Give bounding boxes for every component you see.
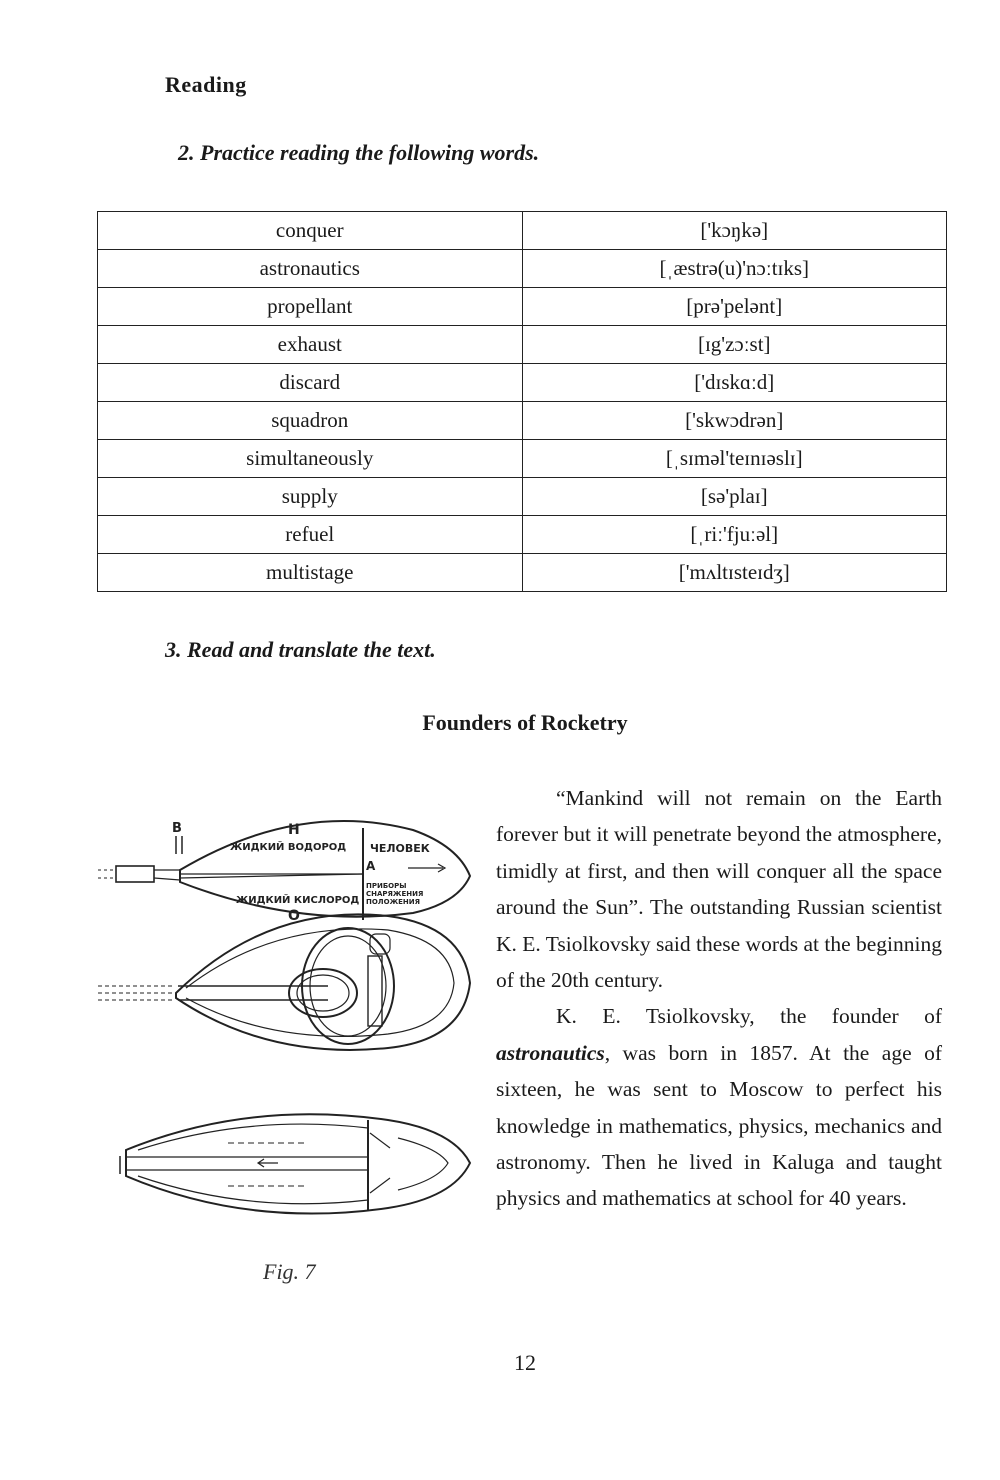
rocket-figure (98, 808, 480, 1268)
table-row (98, 250, 947, 288)
table-row (98, 212, 947, 250)
rocket-sketch-3 (120, 1114, 470, 1213)
transcription-cell: ['dɪskɑːd] (522, 364, 947, 402)
transcription-cell: ['skwɔdrən] (522, 402, 947, 440)
table-row (98, 478, 947, 516)
transcription-cell: [ˌriː'fjuːəl] (522, 516, 947, 554)
rocket-diagrams-image (98, 808, 480, 1268)
table-row (98, 288, 947, 326)
label-h: H (288, 822, 300, 838)
table-row (98, 440, 947, 478)
word-cell: exhaust (98, 326, 523, 364)
label-b: B (172, 821, 182, 836)
transcription-cell: ['kɔŋkə] (522, 212, 947, 250)
transcription-cell: [ɪg'zɔːst] (522, 326, 947, 364)
article-text (496, 780, 942, 1217)
label-devices-2: СНАРЯЖЕНИЯ (366, 890, 424, 898)
page-number: 12 (514, 1350, 536, 1375)
word-cell: discard (98, 364, 523, 402)
rocket-sketch-2 (98, 914, 470, 1050)
word-cell: astronautics (98, 250, 523, 288)
word-cell: propellant (98, 288, 523, 326)
table-row (98, 326, 947, 364)
table-row (98, 364, 947, 402)
paragraph-2 (496, 998, 942, 1216)
paragraph-1: “Mankind will not remain on the Earth forever but it will penetrate beyond the atmosphere, timidly at first, and then will conquer all the space around the Sun”. The outstanding Russian scientist K. E. Tsiolkovsky said these words at the beginning of the 20th century. (496, 786, 942, 993)
label-o: O (288, 908, 300, 924)
transcription-cell: [ˌæstrə(u)'nɔːtɪks] (522, 250, 947, 288)
section-title: Reading (165, 72, 247, 97)
paragraph-2-start: K. E. Tsiolkovsky, the founder of (556, 1004, 942, 1029)
pronunciation-table (97, 211, 947, 592)
table-row (98, 554, 947, 592)
label-man: ЧЕЛОВЕК (370, 842, 430, 855)
word-cell: conquer (98, 212, 523, 250)
word-cell: simultaneously (98, 440, 523, 478)
transcription-cell: [sə'plaɪ] (522, 478, 947, 516)
exercise-3-instruction: 3. Read and translate the text. (165, 637, 436, 662)
word-cell: supply (98, 478, 523, 516)
table-row (98, 402, 947, 440)
label-liquid-hydrogen: ЖИДКИЙ ВОДОРОД (230, 842, 347, 853)
table-row (98, 516, 947, 554)
word-cell: refuel (98, 516, 523, 554)
transcription-cell: ['mʌltɪsteɪdʒ] (522, 554, 947, 592)
label-a: A (366, 859, 376, 873)
paragraph-2-end: , was born in 1857. At the age of sixteen, he was sent to Moscow to perfect his knowledge in mathematics, physics, mechanics and astronomy. Then he lived in Kaluga and taught physics and mathematics at school for 40 years. (496, 1040, 942, 1211)
exercise-2-instruction: 2. Practice reading the following words. (178, 140, 540, 165)
text-heading: Founders of Rocketry (422, 710, 628, 735)
paragraph-2-term: astronautics (496, 1040, 605, 1065)
figure-caption: Fig. 7 (263, 1259, 316, 1284)
label-liquid-oxygen: ЖИДКИЙ КИСЛОРОД (236, 895, 360, 906)
word-cell: multistage (98, 554, 523, 592)
label-devices-1: ПРИБОРЫ (366, 882, 407, 890)
word-cell: squadron (98, 402, 523, 440)
transcription-cell: [prə'pelənt] (522, 288, 947, 326)
transcription-cell: [ˌsɪməl'teɪnɪəslɪ] (522, 440, 947, 478)
label-devices-3: ПОЛОЖЕНИЯ (366, 898, 421, 906)
